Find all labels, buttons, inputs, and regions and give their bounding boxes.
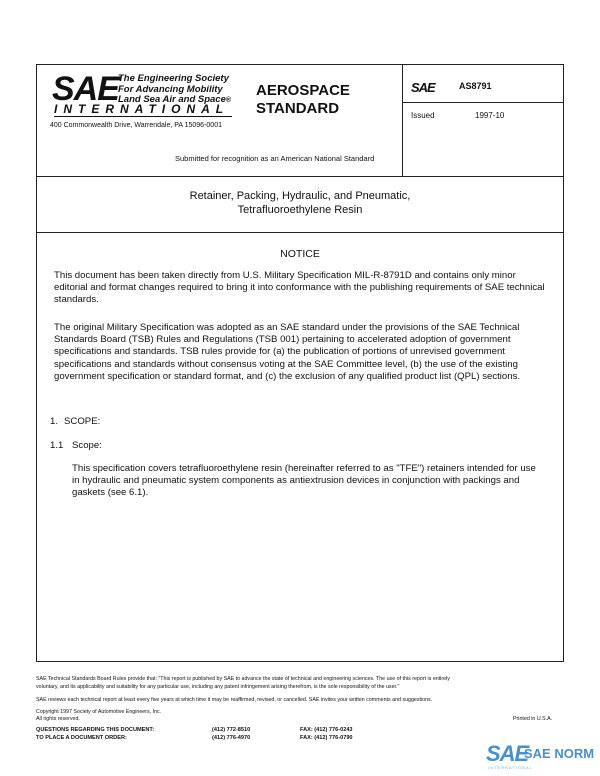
registered-mark: ® <box>225 97 232 104</box>
section-1-number: 1. <box>50 416 59 427</box>
copyright-line-1: Copyright 1997 Society of Automotive Engineers, Inc. <box>36 709 162 715</box>
doc-number-rule <box>402 102 564 103</box>
notice-heading: NOTICE <box>280 248 320 260</box>
section-1-1-title: Scope: <box>72 440 102 451</box>
review-note: SAE reviews each technical report at least every five years at which time it may be reaffirmed, revised, or cancelled. SAE invites your written comments and suggestions. <box>36 697 433 703</box>
issued-label: Issued <box>411 111 435 120</box>
tsb-note-line-1: SAE Technical Standards Board Rules provide that: "This report is published by SAE to advance the state of technical and engineering sciences. The use of this report is entirely <box>36 676 450 682</box>
sae-logo: SAE <box>52 70 119 108</box>
sae-address: 400 Commonwealth Drive, Warrendale, PA 15096-0001 <box>50 122 222 129</box>
section-1-title: SCOPE: <box>64 416 101 427</box>
title-divider <box>36 232 564 233</box>
sae-norm-watermark-sub: INTERNATIONAL <box>488 765 533 770</box>
document-title-line-1: Retainer, Packing, Hydraulic, and Pneumatic, <box>189 190 411 202</box>
tagline-line-2: For Advancing Mobility <box>118 83 223 95</box>
section-1-1-number: 1.1 <box>50 440 64 451</box>
tagline-line-1: The Engineering Society <box>118 73 229 84</box>
sae-international: INTERNATIONAL <box>54 102 230 116</box>
tagline-line-3-text: Land Sea Air and Space <box>118 94 226 105</box>
header-divider <box>36 176 564 177</box>
notice-paragraph-2: The original Military Specification was adopted as an SAE standard under the provisions of the SAE Technical Standards Board (TSB) Rules and Regulations (TSB 001) pertaining to accelerated adoption of government specifications and standards. TSB rules provide for (a) the publication of portions of unrevised government specifications and standards without consensus voting at the SAE Committee level, (b) the use of the existing government specification or standard format, and (c) the exclusion of any qualified product list (QPL) sections. <box>54 322 521 382</box>
order-fax: FAX: (412) 776-0790 <box>300 735 353 741</box>
document-type-line-1: AEROSPACE <box>256 82 350 99</box>
issued-date: 1997-10 <box>475 111 505 120</box>
sae-norm-watermark-logo: SAE <box>486 741 529 766</box>
tsb-note-line-2: voluntary, and its applicability and suitability for any particular use, including any patent infringement arising therefrom, is the sole responsibility of the user." <box>36 684 400 690</box>
sae-norm-watermark-label: SAE NORM <box>524 746 595 761</box>
order-label: TO PLACE A DOCUMENT ORDER: <box>36 735 127 741</box>
questions-label: QUESTIONS REGARDING THIS DOCUMENT: <box>36 727 155 733</box>
document-type <box>256 82 350 118</box>
notice-paragraph-1: This document has been taken directly from U.S. Military Specification MIL-R-8791D and contains only minor editorial and format changes required to bring it into conformance with the publishing requirements of SAE technical standards. <box>54 270 545 306</box>
section-1-1-body: This specification covers tetrafluoroethylene resin (hereinafter referred to as "TFE") retainers intended for use in hydraulic and pneumatic system components as antiextrusion devices in conjunction with packings and gaskets (see 6.1). <box>72 463 536 499</box>
document-type-line-2: STANDARD <box>256 100 340 117</box>
document-title-line-2: Tetrafluoroethylene Resin <box>237 204 363 216</box>
ansi-submission-note: Submitted for recognition as an American National Standard <box>175 154 375 163</box>
questions-fax: FAX: (412) 776-0243 <box>300 727 353 733</box>
copyright-line-2: All rights reserved. <box>36 716 80 722</box>
questions-phone: (412) 772-8510 <box>212 727 251 733</box>
printed-in: Printed in U.S.A. <box>513 716 553 722</box>
order-phone: (412) 776-4970 <box>212 735 251 741</box>
international-rule <box>54 116 232 117</box>
doc-number-box-divider <box>402 64 403 176</box>
document-number: AS8791 <box>459 81 492 91</box>
sae-small-logo: SAE <box>411 80 435 95</box>
